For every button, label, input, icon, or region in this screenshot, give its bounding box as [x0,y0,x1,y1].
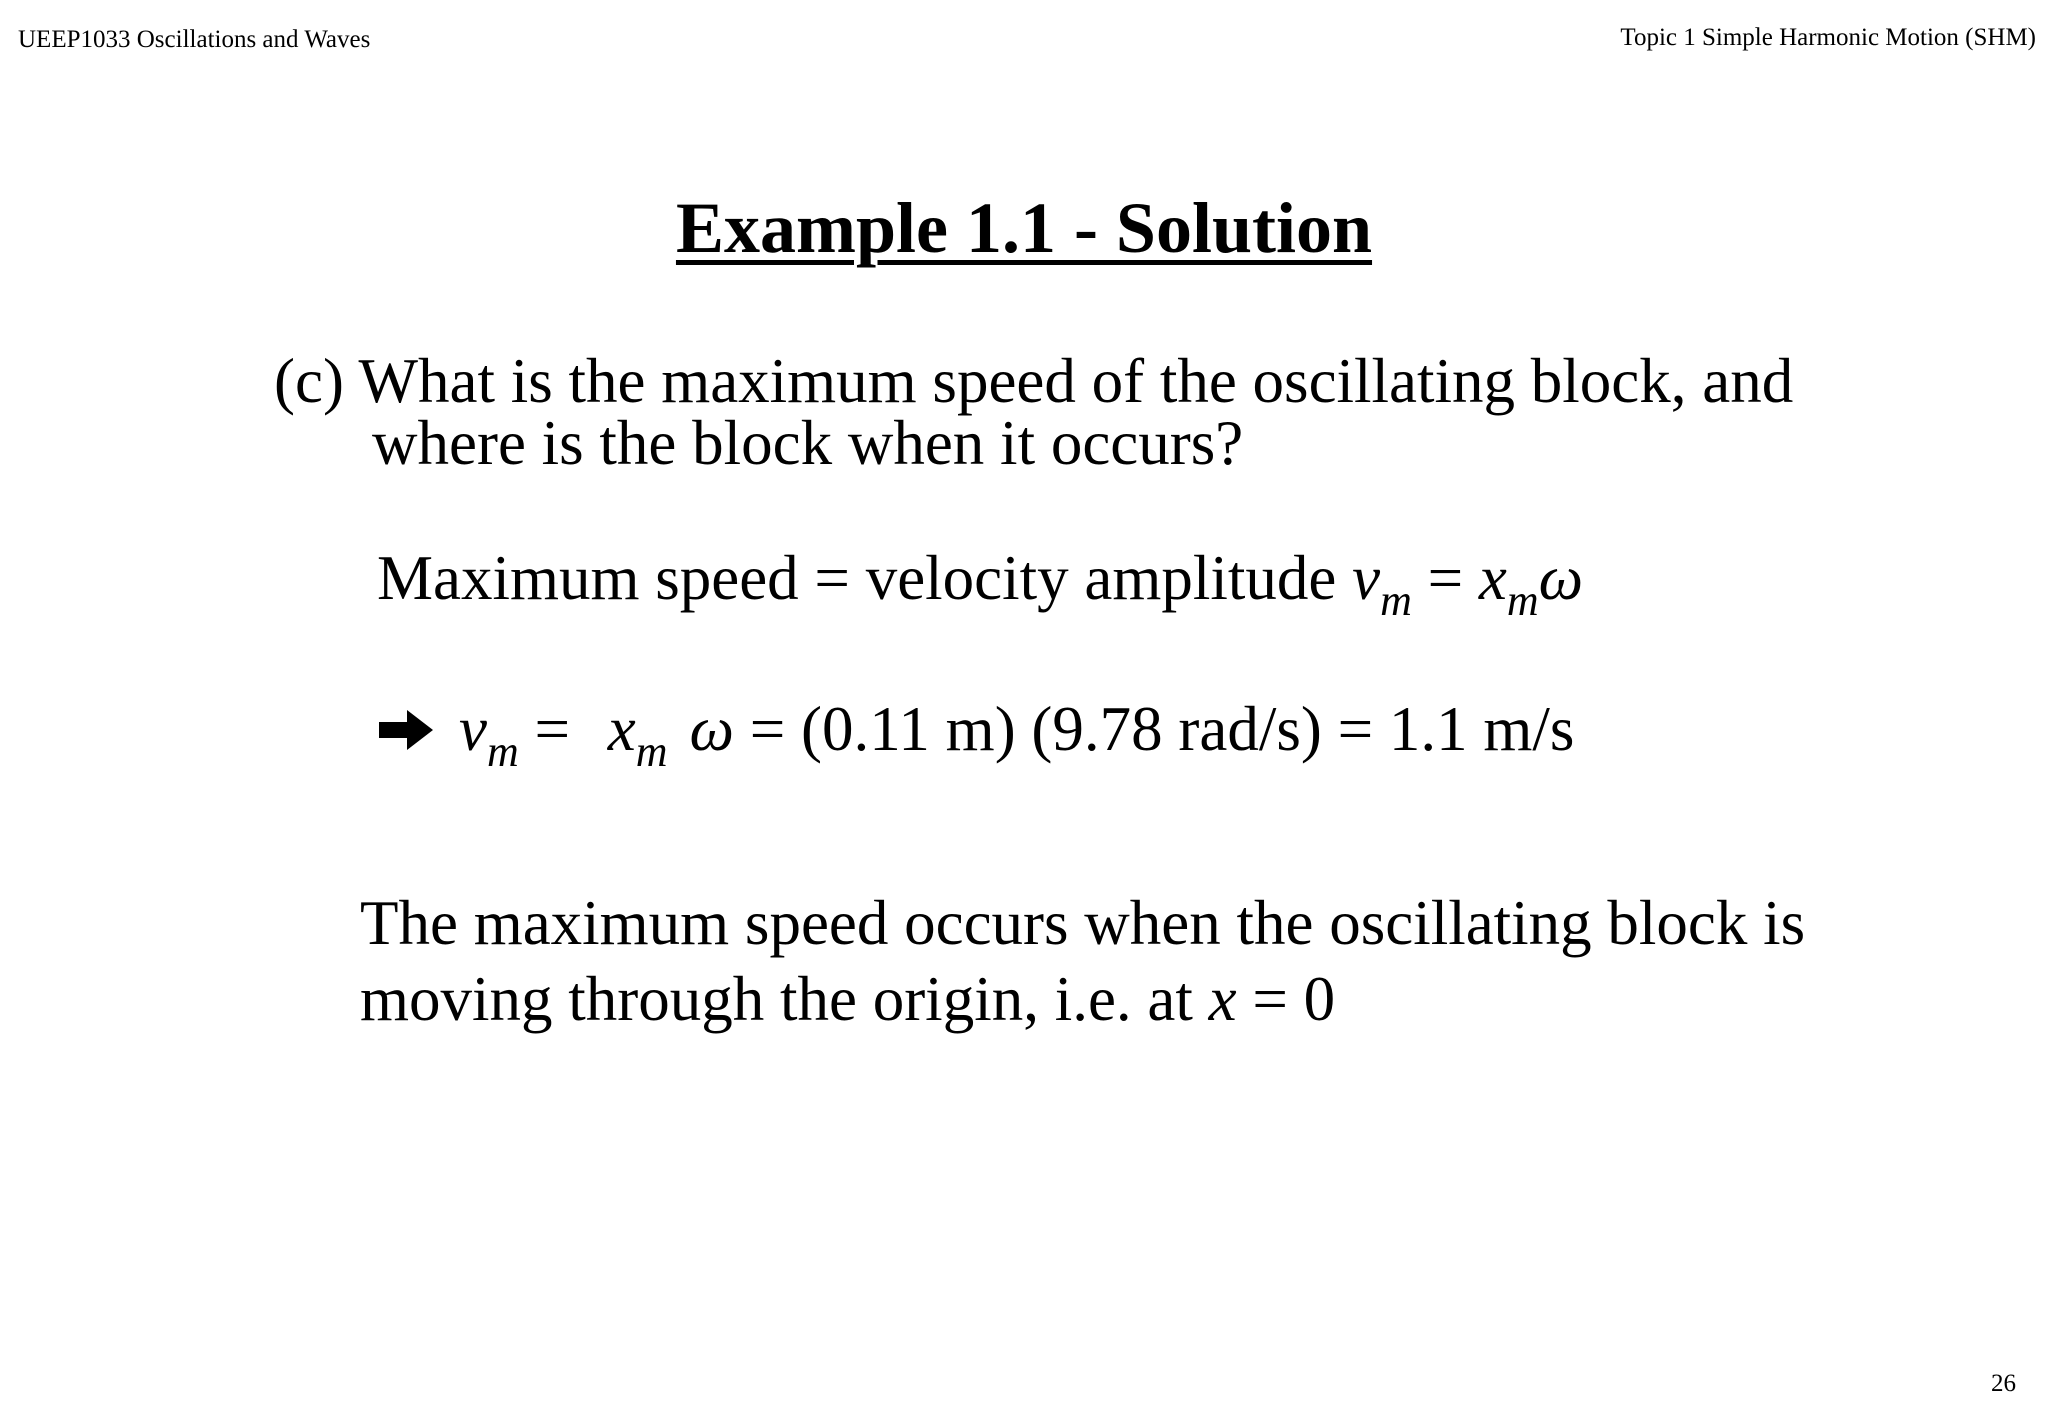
omega-symbol: ω [1538,543,1584,613]
slide-title-text: Example 1.1 - Solution [675,188,1373,268]
calc-amplitude-subscript: m [635,727,668,776]
velocity-subscript: m [1380,576,1412,625]
slide-title [0,186,2048,270]
conclusion-line-1: The maximum speed occurs when the oscillating block is [360,888,1806,958]
calc-velocity-subscript: m [486,727,519,776]
conclusion-line-2 [360,961,1805,1037]
calc-amplitude-symbol: x [607,694,636,764]
conclusion-text [360,885,1805,1037]
course-header: UEEP1033 Oscillations and Waves [18,26,371,53]
conclusion-suffix: = 0 [1236,964,1336,1034]
max-speed-definition [377,542,1584,625]
question-text [274,346,1794,478]
topic-header: Topic 1 Simple Harmonic Motion (SHM) [1620,24,2036,51]
calc-result: = (0.11 m) (9.78 rad/s) = 1.1 m/s [734,694,1575,764]
definition-text: Maximum speed = velocity amplitude [377,543,1353,613]
max-speed-calculation [377,693,1575,776]
amplitude-subscript: m [1506,576,1539,625]
calc-omega-symbol: ω [689,694,735,764]
question-line-2: where is the block when it occurs? [372,408,1244,478]
calc-equals-sign: = [518,694,586,764]
right-arrow-icon [377,708,435,752]
question-line-1: (c) What is the maximum speed of the oscillating block, and [274,346,1794,416]
velocity-symbol: v [1352,543,1381,613]
position-symbol: x [1208,964,1237,1034]
page-number: 26 [1991,1370,2016,1397]
conclusion-prefix: moving through the origin, i.e. at [360,964,1209,1034]
calc-velocity-symbol: v [459,694,487,764]
equals-sign: = [1411,543,1479,613]
amplitude-symbol: x [1478,543,1507,613]
